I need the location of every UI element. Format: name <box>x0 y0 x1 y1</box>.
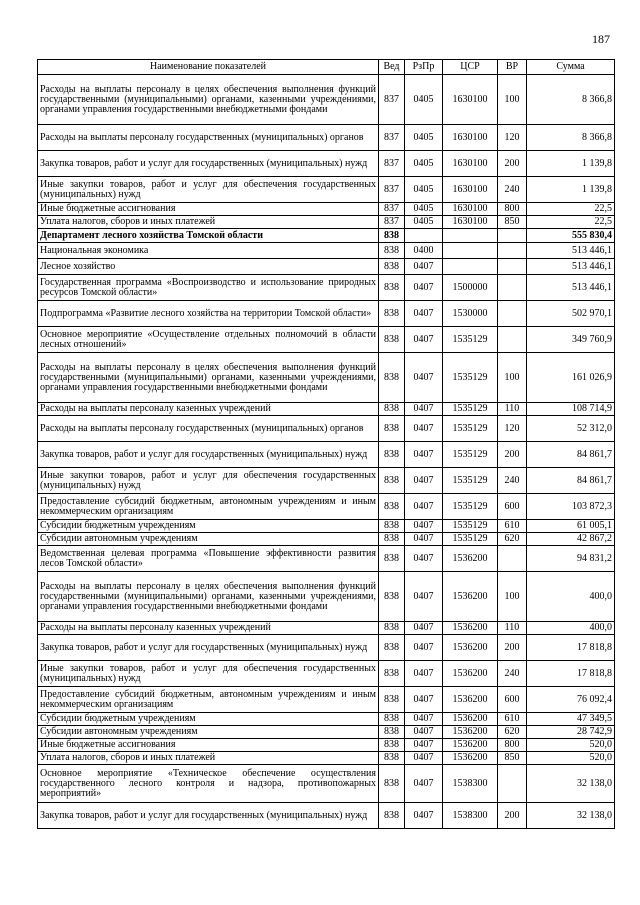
cell-csr: 1630100 <box>443 75 498 125</box>
cell-name: Департамент лесного хозяйства Томской области <box>38 229 379 243</box>
cell-ved: 838 <box>379 403 405 416</box>
table-row <box>38 229 615 243</box>
cell-vr <box>498 327 527 353</box>
cell-name: Основное мероприятие «Техническое обеспечение осуществления государственного лесного контроля и надзора, противопожарных мероприятий» <box>38 765 379 803</box>
cell-sum: 17 818,8 <box>527 661 615 687</box>
cell-rzpr: 0407 <box>405 533 443 546</box>
table-row <box>38 416 615 442</box>
cell-sum: 17 818,8 <box>527 635 615 661</box>
cell-vr: 240 <box>498 468 527 494</box>
table-header-row <box>38 60 615 75</box>
cell-vr <box>498 275 527 301</box>
cell-ved: 838 <box>379 442 405 468</box>
cell-vr: 200 <box>498 442 527 468</box>
cell-csr: 1535129 <box>443 533 498 546</box>
cell-csr: 1536200 <box>443 752 498 765</box>
cell-rzpr: 0407 <box>405 353 443 403</box>
cell-vr: 100 <box>498 572 527 622</box>
table-row <box>38 726 615 739</box>
cell-ved: 837 <box>379 177 405 203</box>
cell-csr: 1535129 <box>443 494 498 520</box>
table-row <box>38 243 615 259</box>
cell-name: Иные бюджетные ассигнования <box>38 739 379 752</box>
cell-ved: 838 <box>379 416 405 442</box>
table-row <box>38 572 615 622</box>
cell-rzpr: 0407 <box>405 546 443 572</box>
header-csr: ЦСР <box>443 60 498 75</box>
cell-sum: 28 742,9 <box>527 726 615 739</box>
cell-vr: 600 <box>498 687 527 713</box>
cell-vr <box>498 243 527 259</box>
cell-vr: 200 <box>498 635 527 661</box>
cell-rzpr: 0407 <box>405 403 443 416</box>
cell-vr: 120 <box>498 125 527 151</box>
table-row <box>38 177 615 203</box>
header-vr: ВР <box>498 60 527 75</box>
cell-csr: 1536200 <box>443 687 498 713</box>
cell-vr: 850 <box>498 216 527 229</box>
cell-csr: 1535129 <box>443 520 498 533</box>
cell-ved: 838 <box>379 468 405 494</box>
cell-sum: 84 861,7 <box>527 468 615 494</box>
table-row <box>38 803 615 829</box>
table-row <box>38 403 615 416</box>
cell-ved: 837 <box>379 125 405 151</box>
cell-name: Иные закупки товаров, работ и услуг для обеспечения государственных (муниципальных) нужд <box>38 661 379 687</box>
cell-name: Расходы на выплаты персоналу казенных учреждений <box>38 622 379 635</box>
cell-sum: 61 005,1 <box>527 520 615 533</box>
cell-sum: 513 446,1 <box>527 243 615 259</box>
cell-csr: 1536200 <box>443 739 498 752</box>
cell-vr: 620 <box>498 726 527 739</box>
cell-name: Расходы на выплаты персоналу государственных (муниципальных) органов <box>38 416 379 442</box>
table-row <box>38 622 615 635</box>
cell-sum: 103 872,3 <box>527 494 615 520</box>
table-row <box>38 75 615 125</box>
cell-ved: 838 <box>379 752 405 765</box>
cell-name: Закупка товаров, работ и услуг для государственных (муниципальных) нужд <box>38 442 379 468</box>
cell-vr: 800 <box>498 739 527 752</box>
cell-sum: 8 366,8 <box>527 75 615 125</box>
cell-sum: 52 312,0 <box>527 416 615 442</box>
cell-vr: 110 <box>498 403 527 416</box>
cell-sum: 32 138,0 <box>527 803 615 829</box>
table-row <box>38 494 615 520</box>
cell-vr: 600 <box>498 494 527 520</box>
cell-csr <box>443 229 498 243</box>
cell-sum: 520,0 <box>527 739 615 752</box>
cell-name: Иные закупки товаров, работ и услуг для обеспечения государственных (муниципальных) нужд <box>38 468 379 494</box>
cell-ved: 838 <box>379 259 405 275</box>
cell-name: Иные закупки товаров, работ и услуг для обеспечения государственных (муниципальных) нужд <box>38 177 379 203</box>
cell-ved: 837 <box>379 75 405 125</box>
cell-vr <box>498 301 527 327</box>
cell-vr: 620 <box>498 533 527 546</box>
cell-ved: 838 <box>379 765 405 803</box>
cell-ved: 838 <box>379 622 405 635</box>
cell-ved: 838 <box>379 353 405 403</box>
cell-name: Расходы на выплаты персоналу государственных (муниципальных) органов <box>38 125 379 151</box>
cell-name: Субсидии бюджетным учреждениям <box>38 713 379 726</box>
table-row <box>38 713 615 726</box>
cell-ved: 838 <box>379 635 405 661</box>
cell-ved: 838 <box>379 243 405 259</box>
cell-csr: 1535129 <box>443 327 498 353</box>
cell-rzpr: 0405 <box>405 216 443 229</box>
table-row <box>38 442 615 468</box>
cell-ved: 838 <box>379 713 405 726</box>
header-sum: Сумма <box>527 60 615 75</box>
cell-vr <box>498 546 527 572</box>
cell-ved: 838 <box>379 687 405 713</box>
cell-rzpr: 0407 <box>405 622 443 635</box>
cell-name: Расходы на выплаты персоналу в целях обеспечения выполнения функций государственными (муниципальными) органами, казенными учреждениями, органами управления государственными внебюджетными фондами <box>38 572 379 622</box>
cell-ved: 838 <box>379 661 405 687</box>
table-row <box>38 301 615 327</box>
table-row <box>38 353 615 403</box>
cell-ved: 838 <box>379 494 405 520</box>
cell-sum: 513 446,1 <box>527 275 615 301</box>
cell-ved: 838 <box>379 739 405 752</box>
cell-rzpr: 0407 <box>405 301 443 327</box>
cell-sum: 513 446,1 <box>527 259 615 275</box>
cell-ved: 838 <box>379 726 405 739</box>
cell-rzpr: 0407 <box>405 416 443 442</box>
cell-rzpr: 0405 <box>405 203 443 216</box>
cell-vr: 800 <box>498 203 527 216</box>
cell-vr: 240 <box>498 177 527 203</box>
cell-sum: 47 349,5 <box>527 713 615 726</box>
cell-vr: 100 <box>498 353 527 403</box>
cell-ved: 838 <box>379 229 405 243</box>
table-row <box>38 275 615 301</box>
cell-rzpr: 0407 <box>405 494 443 520</box>
table-row <box>38 635 615 661</box>
cell-csr: 1630100 <box>443 151 498 177</box>
cell-name: Расходы на выплаты персоналу казенных учреждений <box>38 403 379 416</box>
header-ved: Вед <box>379 60 405 75</box>
cell-rzpr: 0407 <box>405 765 443 803</box>
cell-vr: 110 <box>498 622 527 635</box>
cell-csr: 1630100 <box>443 125 498 151</box>
cell-rzpr: 0407 <box>405 327 443 353</box>
cell-sum: 84 861,7 <box>527 442 615 468</box>
cell-csr: 1630100 <box>443 203 498 216</box>
cell-rzpr: 0407 <box>405 468 443 494</box>
cell-vr: 240 <box>498 661 527 687</box>
cell-rzpr: 0407 <box>405 275 443 301</box>
table-row <box>38 125 615 151</box>
cell-csr: 1530000 <box>443 301 498 327</box>
cell-rzpr: 0407 <box>405 635 443 661</box>
header-rzpr: РзПр <box>405 60 443 75</box>
table-row <box>38 259 615 275</box>
cell-sum: 1 139,8 <box>527 151 615 177</box>
cell-vr <box>498 229 527 243</box>
cell-name: Закупка товаров, работ и услуг для государственных (муниципальных) нужд <box>38 151 379 177</box>
cell-vr: 610 <box>498 520 527 533</box>
cell-csr: 1500000 <box>443 275 498 301</box>
cell-name: Предоставление субсидий бюджетным, автономным учреждениям и иным некоммерческим организациям <box>38 494 379 520</box>
cell-vr <box>498 259 527 275</box>
cell-csr: 1536200 <box>443 661 498 687</box>
cell-name: Закупка товаров, работ и услуг для государственных (муниципальных) нужд <box>38 803 379 829</box>
table-row <box>38 327 615 353</box>
cell-rzpr: 0407 <box>405 259 443 275</box>
cell-csr: 1536200 <box>443 622 498 635</box>
cell-rzpr: 0400 <box>405 243 443 259</box>
cell-sum: 108 714,9 <box>527 403 615 416</box>
header-name: Наименование показателей <box>38 60 379 75</box>
cell-sum: 22,5 <box>527 203 615 216</box>
cell-ved: 838 <box>379 546 405 572</box>
cell-rzpr: 0407 <box>405 803 443 829</box>
cell-vr: 200 <box>498 151 527 177</box>
cell-csr: 1630100 <box>443 216 498 229</box>
page-number: 187 <box>592 32 610 46</box>
cell-rzpr: 0407 <box>405 752 443 765</box>
cell-sum: 76 092,4 <box>527 687 615 713</box>
cell-sum: 349 760,9 <box>527 327 615 353</box>
cell-csr: 1535129 <box>443 416 498 442</box>
cell-csr: 1535129 <box>443 403 498 416</box>
cell-rzpr: 0407 <box>405 739 443 752</box>
cell-csr: 1538300 <box>443 765 498 803</box>
cell-name: Субсидии автономным учреждениям <box>38 726 379 739</box>
cell-rzpr: 0407 <box>405 687 443 713</box>
cell-rzpr: 0407 <box>405 726 443 739</box>
cell-rzpr: 0405 <box>405 177 443 203</box>
cell-name: Закупка товаров, работ и услуг для государственных (муниципальных) нужд <box>38 635 379 661</box>
cell-sum: 502 970,1 <box>527 301 615 327</box>
cell-name: Предоставление субсидий бюджетным, автономным учреждениям и иным некоммерческим организациям <box>38 687 379 713</box>
cell-vr: 100 <box>498 75 527 125</box>
cell-name: Основное мероприятие «Осуществление отдельных полномочий в области лесных отношений» <box>38 327 379 353</box>
table-row <box>38 687 615 713</box>
cell-sum: 32 138,0 <box>527 765 615 803</box>
cell-name: Уплата налогов, сборов и иных платежей <box>38 216 379 229</box>
cell-ved: 838 <box>379 803 405 829</box>
cell-vr: 120 <box>498 416 527 442</box>
cell-vr: 200 <box>498 803 527 829</box>
cell-sum: 1 139,8 <box>527 177 615 203</box>
cell-name: Подпрограмма «Развитие лесного хозяйства на территории Томской области» <box>38 301 379 327</box>
cell-name: Расходы на выплаты персоналу в целях обеспечения выполнения функций государственными (муниципальными) органами, казенными учреждениями, органами управления государственными внебюджетными фондами <box>38 353 379 403</box>
cell-csr: 1535129 <box>443 442 498 468</box>
cell-ved: 837 <box>379 203 405 216</box>
cell-csr: 1536200 <box>443 572 498 622</box>
cell-rzpr: 0405 <box>405 75 443 125</box>
cell-name: Субсидии бюджетным учреждениям <box>38 520 379 533</box>
cell-ved: 838 <box>379 533 405 546</box>
cell-sum: 555 830,4 <box>527 229 615 243</box>
table-row <box>38 661 615 687</box>
cell-csr: 1538300 <box>443 803 498 829</box>
cell-csr: 1630100 <box>443 177 498 203</box>
cell-ved: 837 <box>379 216 405 229</box>
cell-rzpr: 0407 <box>405 520 443 533</box>
cell-ved: 838 <box>379 327 405 353</box>
cell-vr <box>498 765 527 803</box>
cell-ved: 838 <box>379 572 405 622</box>
cell-rzpr: 0407 <box>405 442 443 468</box>
table-row <box>38 216 615 229</box>
budget-table <box>37 59 615 829</box>
table-row <box>38 520 615 533</box>
cell-rzpr: 0407 <box>405 713 443 726</box>
cell-rzpr <box>405 229 443 243</box>
table-row <box>38 533 615 546</box>
cell-ved: 838 <box>379 520 405 533</box>
cell-name: Национальная экономика <box>38 243 379 259</box>
cell-rzpr: 0407 <box>405 572 443 622</box>
cell-sum: 400,0 <box>527 622 615 635</box>
table-row <box>38 203 615 216</box>
cell-rzpr: 0405 <box>405 151 443 177</box>
cell-name: Государственная программа «Воспроизводство и использование природных ресурсов Томской области» <box>38 275 379 301</box>
cell-vr: 610 <box>498 713 527 726</box>
cell-csr: 1536200 <box>443 546 498 572</box>
cell-sum: 22,5 <box>527 216 615 229</box>
cell-sum: 94 831,2 <box>527 546 615 572</box>
cell-name: Ведомственная целевая программа «Повышение эффективности развития лесов Томской области» <box>38 546 379 572</box>
cell-sum: 400,0 <box>527 572 615 622</box>
cell-sum: 8 366,8 <box>527 125 615 151</box>
cell-ved: 838 <box>379 301 405 327</box>
table-row <box>38 151 615 177</box>
cell-name: Уплата налогов, сборов и иных платежей <box>38 752 379 765</box>
cell-name: Лесное хозяйство <box>38 259 379 275</box>
cell-csr: 1536200 <box>443 635 498 661</box>
cell-sum: 520,0 <box>527 752 615 765</box>
table-row <box>38 546 615 572</box>
cell-name: Иные бюджетные ассигнования <box>38 203 379 216</box>
table-row <box>38 752 615 765</box>
cell-name: Расходы на выплаты персоналу в целях обеспечения выполнения функций государственными (муниципальными) органами, казенными учреждениями, органами управления государственными внебюджетными фондами <box>38 75 379 125</box>
cell-vr: 850 <box>498 752 527 765</box>
cell-sum: 42 867,2 <box>527 533 615 546</box>
cell-csr: 1535129 <box>443 468 498 494</box>
cell-csr: 1536200 <box>443 713 498 726</box>
cell-csr: 1535129 <box>443 353 498 403</box>
cell-name: Субсидии автономным учреждениям <box>38 533 379 546</box>
cell-rzpr: 0407 <box>405 661 443 687</box>
cell-ved: 838 <box>379 275 405 301</box>
cell-rzpr: 0405 <box>405 125 443 151</box>
cell-sum: 161 026,9 <box>527 353 615 403</box>
table-row <box>38 468 615 494</box>
cell-ved: 837 <box>379 151 405 177</box>
cell-csr <box>443 259 498 275</box>
cell-csr: 1536200 <box>443 726 498 739</box>
table-row <box>38 739 615 752</box>
table-row <box>38 765 615 803</box>
cell-csr <box>443 243 498 259</box>
